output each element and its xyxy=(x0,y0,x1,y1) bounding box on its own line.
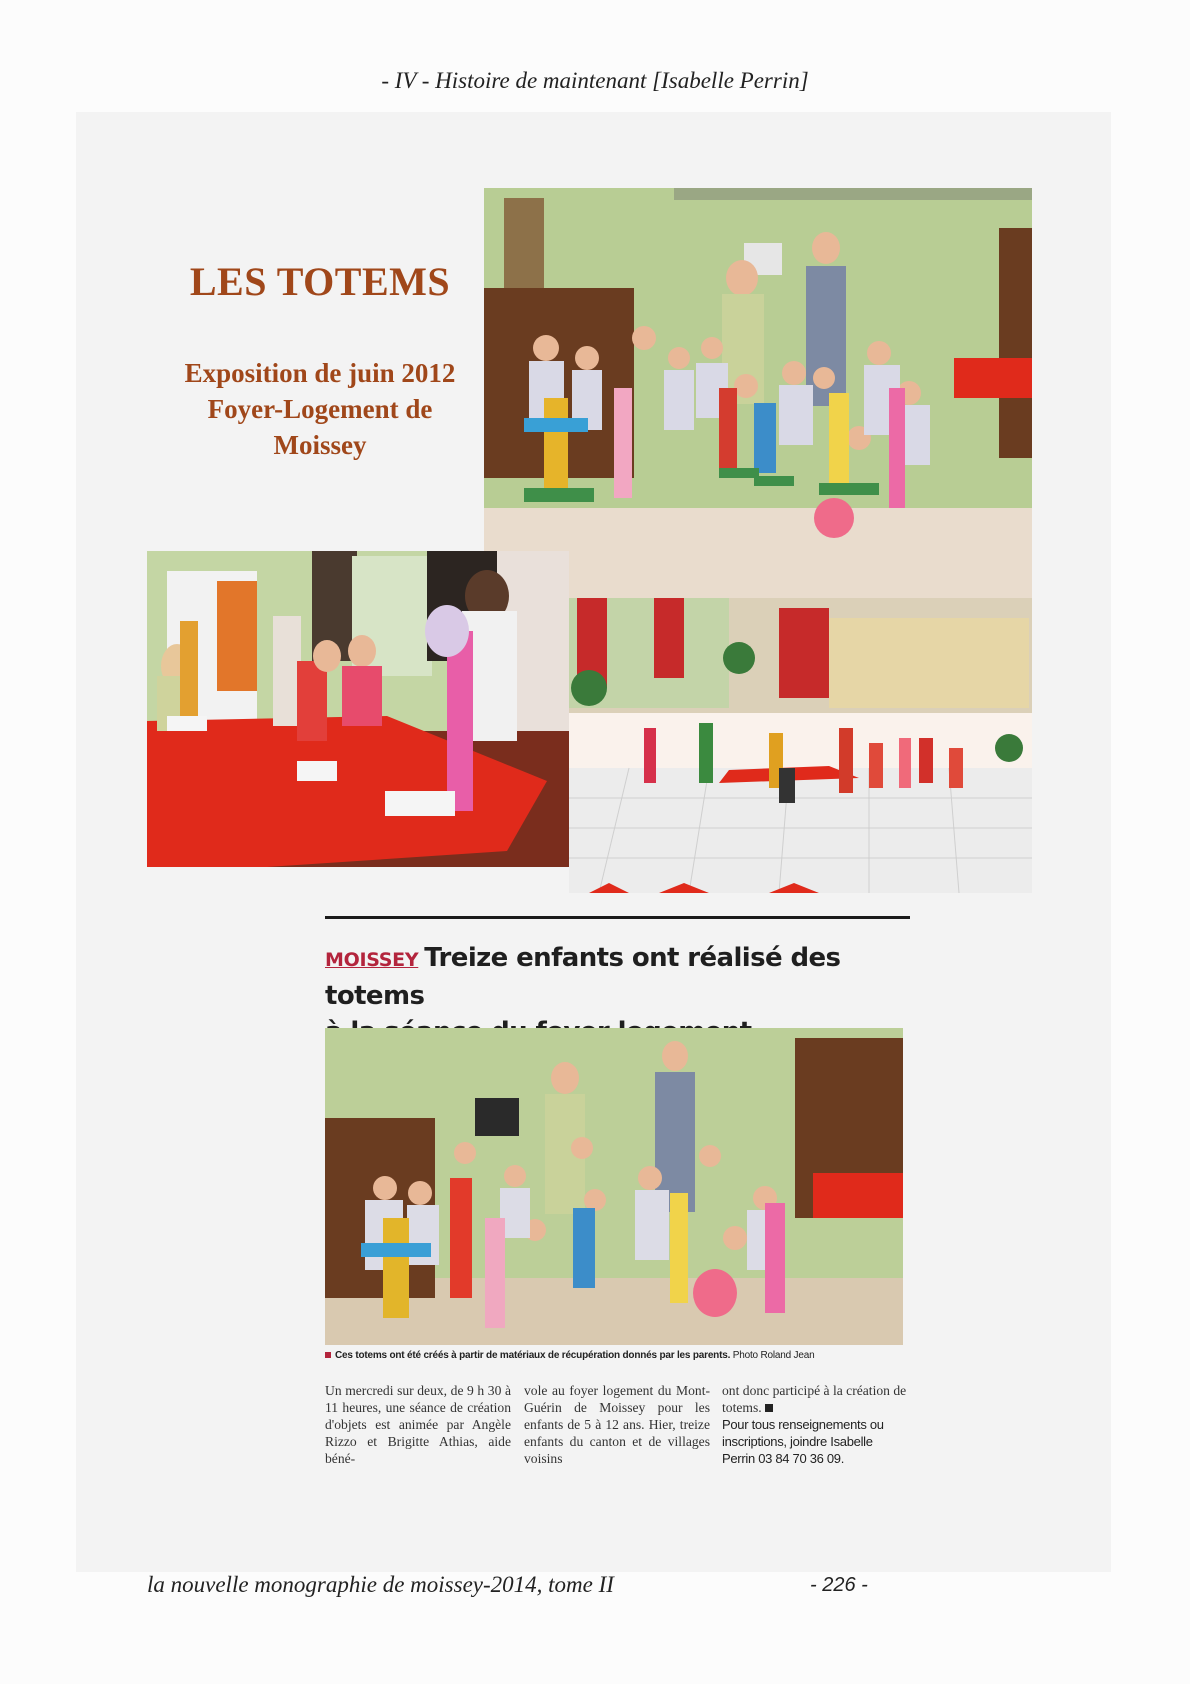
subtitle-line-3: Moissey xyxy=(273,430,367,460)
article-column-2: vole au foyer logement du Mont-Guérin de Moissey pour les enfants de 5 à 12 ans. Hier, treize enfants du canton et de villages voisins xyxy=(524,1383,710,1466)
group-photo xyxy=(484,188,1032,598)
running-header: - IV - Histoire de maintenant [Isabelle Perrin] xyxy=(381,68,809,93)
caption-text: Ces totems ont été créés à partir de matériaux de récupération donnés par les parents. xyxy=(335,1350,731,1361)
article-column-3 xyxy=(722,1382,908,1467)
footer-title: la nouvelle monographie de moissey-2014, tome II xyxy=(147,1572,614,1597)
page-title: LES TOTEMS xyxy=(189,259,451,304)
subtitle-line-2: Foyer-Logement de xyxy=(207,394,433,424)
subtitle-line-1: Exposition de juin 2012 xyxy=(184,358,456,388)
workshop-photo xyxy=(147,551,569,867)
column-3-text: ont donc participé à la création de totems. xyxy=(722,1383,907,1415)
contact-info: Pour tous renseignements ou inscriptions, joindre Isabelle Perrin 03 84 70 36 09. xyxy=(722,1417,884,1466)
exhibition-photo xyxy=(569,598,1032,893)
caption-bullet xyxy=(325,1352,331,1358)
article-column-1: Un mercredi sur deux, de 9 h 30 à 11 heures, une séance de création d'objets est animée par Angèle Rizzo et Brigitte Athias, aide béné- xyxy=(325,1383,511,1466)
article-divider xyxy=(325,916,910,919)
page-number: - 226 - xyxy=(810,1574,868,1596)
article-kicker: MOISSEY xyxy=(325,949,419,971)
newspaper-photo xyxy=(325,1028,903,1345)
photo-credit: Photo Roland Jean xyxy=(732,1350,815,1361)
title-block xyxy=(140,258,500,463)
end-mark-icon xyxy=(765,1404,773,1412)
photo-caption xyxy=(325,1350,925,1361)
headline-line-1: Treize enfants ont réalisé des totems xyxy=(325,943,841,1011)
